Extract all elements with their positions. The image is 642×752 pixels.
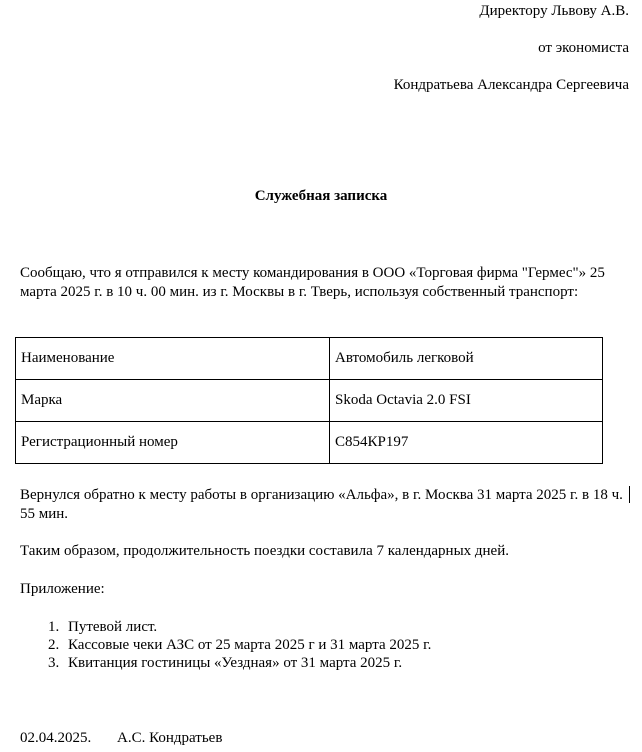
sender-position: от экономиста (538, 40, 629, 56)
table-cell-value: Skoda Octavia 2.0 FSI (330, 380, 603, 422)
table-cell-label: Регистрационный номер (16, 422, 330, 464)
sender-name: Кондратьева Александра Сергеевича (393, 77, 629, 93)
signature-name: А.С. Кондратьев (117, 730, 223, 746)
list-item-text: Путевой лист. (68, 619, 158, 635)
table-row (16, 422, 603, 464)
list-item-text: Кассовые чеки АЗС от 25 марта 2025 г и 31 марта 2025 г. (68, 637, 432, 653)
duration-paragraph: Таким образом, продолжительность поездки составила 7 календарных дней. (20, 543, 509, 559)
list-item (48, 654, 431, 672)
table-cell-label: Наименование (16, 338, 330, 380)
vehicle-table (15, 337, 603, 464)
list-item (48, 618, 431, 636)
intro-paragraph: Сообщаю, что я отправился к месту командирования в ООО «Торговая фирма "Гермес"» 25 марта 2025 г. в 10 ч. 00 мин. из г. Москвы в г. Тверь, используя собственный транспорт: (20, 265, 605, 300)
list-item-text: Квитанция гостиницы «Уездная» от 31 марта 2025 г. (68, 655, 403, 671)
table-row (16, 338, 603, 380)
list-item-number: 3. (48, 655, 60, 671)
list-item-number: 2. (48, 637, 60, 653)
table-cell-label: Марка (16, 380, 330, 422)
signature-date: 02.04.2025. (20, 730, 92, 746)
table-cell-value: С854КР197 (330, 422, 603, 464)
attachments-heading: Приложение: (20, 581, 105, 597)
text-cursor (629, 486, 630, 503)
list-item (48, 636, 431, 654)
addressee: Директору Львову А.В. (479, 3, 629, 19)
list-item-number: 1. (48, 619, 60, 635)
table-cell-value: Автомобиль легковой (330, 338, 603, 380)
document-title: Служебная записка (254, 188, 388, 204)
attachments-list (48, 618, 431, 672)
return-paragraph: Вернулся обратно к месту работы в организацию «Альфа», в г. Москва 31 марта 2025 г. в 18 ч. 55 мин. (20, 487, 623, 522)
table-row (16, 380, 603, 422)
